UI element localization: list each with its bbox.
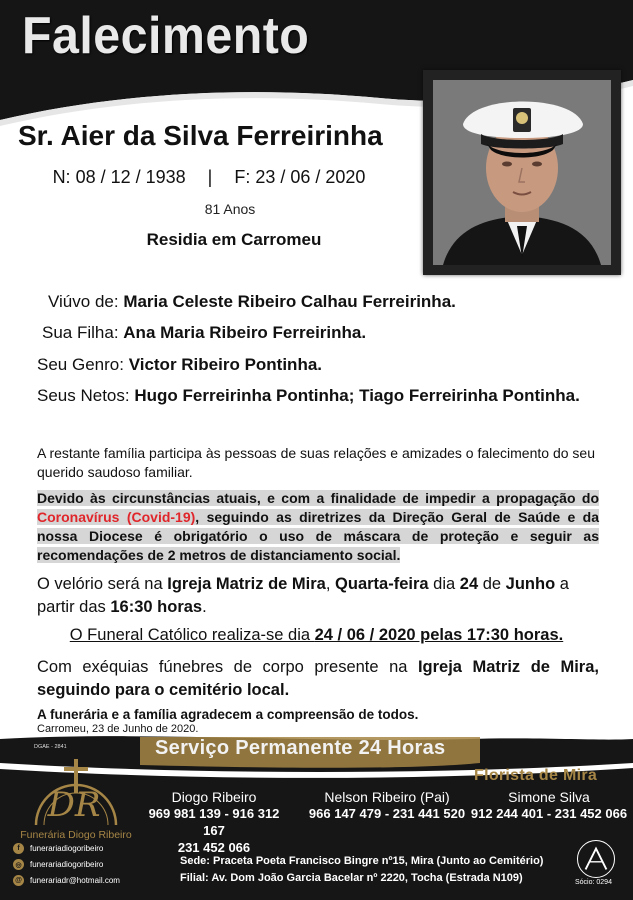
family-grandchildren [37,386,580,406]
funeral-text: O Funeral Católico realiza-se dia [69,626,315,644]
death-date: F: 23 / 06 / 2020 [234,167,366,187]
wake-month: Junho [505,575,556,593]
wake-day: 24 [459,575,479,593]
family-label: Sua Filha: [42,323,119,342]
member-number: Sócio: 0294 [575,879,612,886]
contact-nelson [302,789,472,822]
family-son-in-law [37,355,322,375]
funeral-info [0,626,633,645]
wake-info [37,573,599,619]
covid-term: Coronavírus (Covid-19) [37,509,196,525]
family-label: Viúvo de: [48,292,119,311]
contact-phone[interactable]: 231 452 066 [177,840,251,855]
thanks-message: A funerária e a família agradecem a compreensão de todos. [37,707,419,722]
wake-text: . [202,598,207,616]
instagram-icon: ◎ [13,859,24,870]
contact-phone[interactable]: 966 147 479 - 231 441 520 [308,806,466,821]
facebook-icon: f [13,843,24,854]
family-label: Seus Netos: [37,386,130,405]
contact-phone[interactable]: 969 981 139 - 916 312 167 [148,806,280,838]
wake-text: O velório será na [37,575,168,593]
page-title: Falecimento [22,7,310,65]
contact-name: Diogo Ribeiro [171,789,257,805]
family-member: Hugo Ferreirinha Pontinha; Tiago Ferreirinha Pontinha. [134,386,580,405]
burial-text: Com exéquias fúnebres de corpo presente na [37,658,418,676]
covid-notice [37,489,599,565]
contact-simone [470,789,628,822]
social-handle: funerariadr@hotmail.com [30,876,120,885]
address-branch: Filial: Av. Dom João Garcia Bacelar nº 2220, Tocha (Estrada N109) [180,872,523,884]
service-banner: Serviço Permanente 24 Horas [155,737,446,759]
covid-text-before: Devido às circunstâncias atuais, e com a finalidade de impedir a propagação do [37,490,599,506]
burial-info [37,656,599,702]
florist-title: Florista de Mira [474,767,598,784]
family-member: Maria Celeste Ribeiro Calhau Ferreirinha. [123,292,456,311]
burial-place: Igreja Matriz de Mira, seguindo para o cemitério local. [37,658,599,699]
family-daughter [42,323,366,343]
family-label: Seu Genro: [37,355,124,374]
family-message: A restante família participa às pessoas de suas relações e amizades o falecimento do seu querido saudoso familiar. [37,445,595,480]
place-date: Carromeu, 23 de Junho de 2020. [37,723,199,735]
wake-text: dia [428,575,460,593]
wake-time: 16:30 horas [110,598,203,616]
wake-place: Igreja Matriz de Mira [167,575,326,593]
deceased-name: Sr. Aier da Silva Ferreirinha [18,120,383,151]
contact-name: Nelson Ribeiro (Pai) [324,789,450,805]
residence: Residia em Carromeu [146,230,322,249]
social-handle: funerariadiogoribeiro [30,860,104,869]
social-email[interactable] [13,875,120,886]
contact-name: Simone Silva [508,789,590,805]
life-dates [0,167,418,188]
contact-phone[interactable]: 912 244 401 - 231 452 066 [470,806,628,821]
birth-date: N: 08 / 12 / 1938 [52,167,186,187]
family-widower [48,292,456,312]
social-instagram[interactable] [13,859,103,870]
family-member: Victor Ribeiro Pontinha. [128,355,323,374]
wake-text: , [325,575,336,593]
email-icon: @ [13,875,24,886]
wake-weekday: Quarta-feira [335,575,429,593]
logo-initials: DR [47,785,101,825]
association-logo-icon [577,840,615,878]
contact-diogo [138,789,290,856]
dgae-registration: DGAE - 2841 [34,744,67,750]
logo-name: Funerária Diogo Ribeiro [20,829,132,841]
date-separator: | [207,167,213,187]
wake-text: de [478,575,506,593]
age: 81 Anos [204,201,256,217]
family-member: Ana Maria Ribeiro Ferreirinha. [123,323,367,342]
footer [0,735,633,900]
funeral-datetime: 24 / 06 / 2020 pelas 17:30 horas. [314,626,564,644]
address-headquarters: Sede: Praceta Poeta Francisco Bingre nº15, Mira (Junto ao Cemitério) [180,855,544,867]
covid-text-after: , seguindo as diretrizes da Direção Geral de Saúde e da nossa Diocese é obrigatório o uso de máscara de proteção e seguir as recomendações de 2 metros de distanciamento social. [37,509,599,563]
social-facebook[interactable] [13,843,103,854]
social-handle: funerariadiogoribeiro [30,844,104,853]
wake-text: a partir das [37,575,569,616]
